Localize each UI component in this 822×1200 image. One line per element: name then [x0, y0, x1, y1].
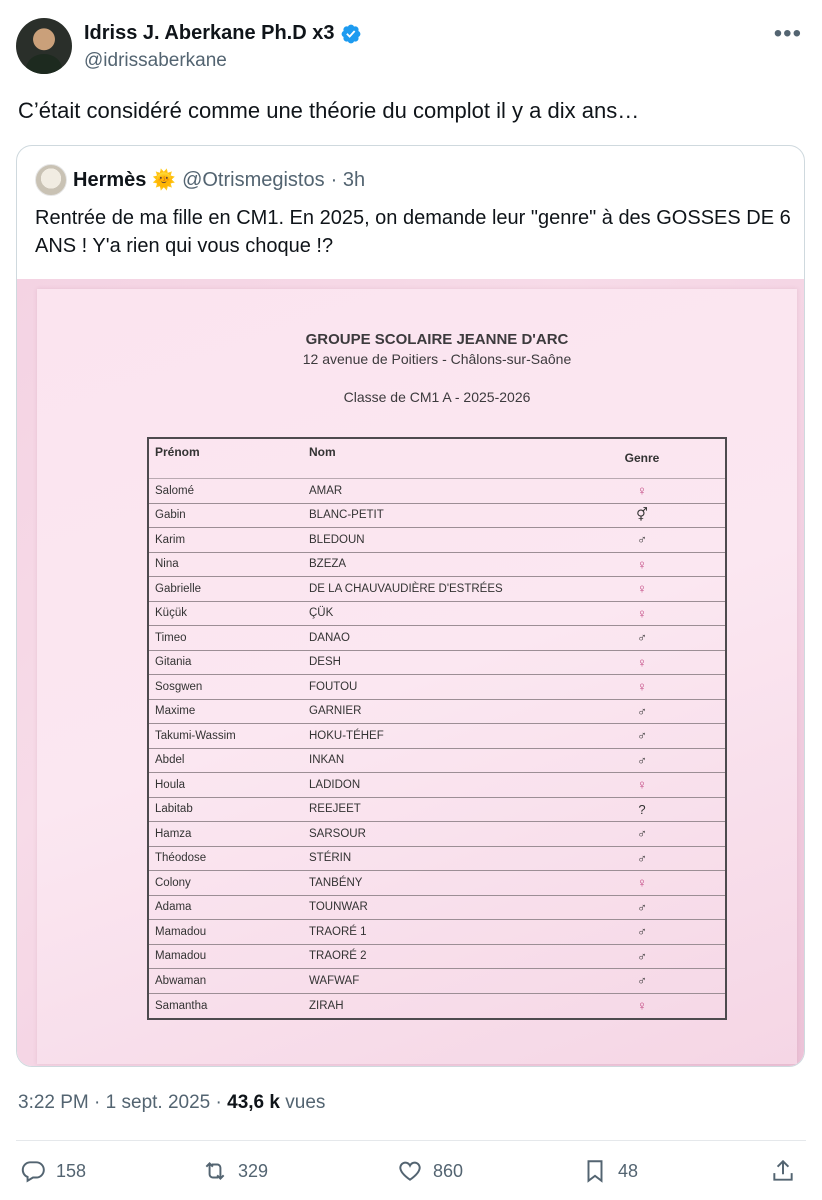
table-row: [149, 553, 725, 578]
retweet-icon: [202, 1158, 228, 1184]
cell-genre: ♂: [637, 752, 647, 768]
tweet-text: C’était considéré comme une théorie du complot il y a dix ans…: [18, 98, 640, 123]
author-handle[interactable]: @idrissaberkane: [84, 50, 227, 71]
share-icon: [770, 1158, 796, 1184]
table-row: [149, 602, 725, 627]
quoted-text: Rentrée de ma fille en CM1. En 2025, on demande leur "genre" à des GOSSES DE 6 ANS ! Y'a rien qui vous choque !?: [35, 207, 791, 257]
cell-nom: TOUNWAR: [309, 901, 368, 914]
column-header-genre: Genre: [624, 451, 660, 465]
table-row: [149, 896, 725, 921]
cell-nom: LADIDON: [309, 778, 361, 791]
quoted-handle: @Otrismegistos: [182, 168, 325, 191]
cell-nom: FOUTOU: [309, 680, 358, 693]
table-row: [149, 969, 725, 994]
roster-table: [147, 437, 727, 1020]
author-name-line: [84, 22, 362, 45]
views-label: vues: [285, 1092, 326, 1113]
reply-count: 158: [56, 1160, 87, 1181]
cell-genre: ♀: [637, 875, 647, 891]
cell-nom: WAFWAF: [309, 974, 360, 987]
table-row: [149, 773, 725, 798]
cell-genre: ♂: [637, 826, 647, 842]
cell-prenom: Timeo: [155, 631, 187, 644]
cell-genre: ♀: [637, 483, 647, 499]
table-row: [149, 504, 725, 529]
quoted-avatar: [35, 164, 67, 196]
table-row: [149, 700, 725, 725]
cell-genre: ♀: [637, 679, 647, 695]
cell-prenom: Salomé: [155, 484, 194, 497]
column-header-nom: Nom: [309, 445, 336, 459]
document-address: 12 avenue de Poitiers - Châlons-sur-Saône: [302, 351, 572, 367]
cell-nom: BZEZA: [309, 558, 347, 571]
table-row: [149, 577, 725, 602]
table-row: [149, 871, 725, 896]
cell-nom: BLANC-PETIT: [309, 509, 384, 522]
document-title: GROUPE SCOLAIRE JEANNE D'ARC: [305, 331, 569, 348]
retweet-count: 329: [238, 1160, 269, 1181]
cell-prenom: Küçük: [155, 607, 187, 620]
cell-genre: ♀: [637, 654, 647, 670]
retweet-button[interactable]: [202, 1158, 268, 1184]
cell-nom: INKAN: [309, 754, 345, 767]
class-list-document: [37, 289, 797, 1064]
tweet-meta: [18, 1092, 325, 1114]
table-row: [149, 749, 725, 774]
cell-nom: REEJEET: [309, 803, 361, 816]
table-row: [149, 920, 725, 945]
like-button[interactable]: [397, 1158, 463, 1184]
cell-nom: DANAO: [309, 631, 350, 644]
cell-genre: ♂: [637, 630, 647, 646]
quoted-header: [35, 164, 365, 196]
cell-genre: ♂: [637, 532, 647, 548]
cell-genre: ♂: [637, 899, 647, 915]
cell-genre: ♂: [637, 703, 647, 719]
cell-prenom: Gabrielle: [155, 582, 202, 595]
cell-prenom: Adama: [155, 901, 192, 914]
cell-prenom: Théodose: [155, 852, 207, 865]
verified-badge-icon: [340, 23, 362, 45]
table-row: [149, 675, 725, 700]
attached-photo[interactable]: [17, 279, 805, 1067]
meta-separator: ·: [94, 1092, 106, 1113]
cell-genre: ♂: [637, 924, 647, 940]
cell-prenom: Karim: [155, 533, 186, 546]
tweet-time[interactable]: 3:22 PM: [18, 1092, 89, 1113]
cell-prenom: Labitab: [155, 803, 193, 816]
cell-genre: ♀: [637, 581, 647, 597]
cell-nom: ZIRAH: [309, 999, 344, 1012]
meta-separator: ·: [215, 1092, 228, 1113]
quoted-name: Hermès: [73, 168, 147, 191]
more-icon[interactable]: •••: [773, 20, 802, 47]
table-row: [149, 479, 725, 504]
reply-icon: [20, 1158, 46, 1184]
cell-prenom: Hamza: [155, 827, 192, 840]
bookmark-icon: [582, 1158, 608, 1184]
cell-prenom: Nina: [155, 558, 179, 571]
cell-genre: ?: [638, 801, 646, 817]
cell-genre: ♂: [637, 728, 647, 744]
cell-genre: ♀: [637, 777, 647, 793]
views-count: 43,6 k: [227, 1092, 280, 1113]
cell-prenom: Gabin: [155, 509, 186, 522]
cell-prenom: Maxime: [155, 705, 196, 718]
cell-prenom: Gitania: [155, 656, 192, 669]
cell-genre: ⚥: [636, 507, 648, 523]
cell-nom: AMAR: [309, 484, 343, 497]
roster-header: [149, 439, 725, 479]
action-bar: [20, 1158, 800, 1192]
bookmark-count: 48: [618, 1160, 639, 1181]
author-display-name[interactable]: Idriss J. Aberkane Ph.D x3: [84, 22, 335, 44]
document-class: Classe de CM1 A - 2025-2026: [343, 389, 531, 405]
cell-prenom: Colony: [155, 876, 191, 889]
cell-prenom: Takumi-Wassim: [155, 729, 236, 742]
cell-nom: STÉRIN: [309, 852, 352, 865]
cell-genre: ♂: [637, 973, 647, 989]
cell-genre: ♀: [637, 556, 647, 572]
table-row: [149, 724, 725, 749]
divider: [16, 1140, 806, 1141]
cell-nom: BLEDOUN: [309, 533, 365, 546]
cell-prenom: Sosgwen: [155, 680, 203, 693]
cell-genre: ♂: [637, 948, 647, 964]
cell-prenom: Houla: [155, 778, 186, 791]
like-icon: [397, 1158, 423, 1184]
table-row: [149, 626, 725, 651]
cell-genre: ♂: [637, 850, 647, 866]
like-count: 860: [433, 1160, 464, 1181]
cell-nom: DESH: [309, 656, 341, 669]
table-row: [149, 994, 725, 1019]
cell-nom: TRAORÉ 1: [309, 925, 367, 938]
cell-nom: TRAORÉ 2: [309, 950, 367, 963]
tweet-date[interactable]: 1 sept. 2025: [105, 1092, 211, 1113]
quoted-tweet[interactable]: [16, 145, 805, 1067]
table-row: [149, 798, 725, 823]
table-row: [149, 822, 725, 847]
cell-nom: GARNIER: [309, 705, 362, 718]
share-button[interactable]: [770, 1158, 796, 1184]
tweet-header: [16, 18, 806, 78]
cell-genre: ♀: [637, 998, 647, 1014]
quoted-time: · 3h: [330, 168, 366, 191]
cell-prenom: Abdel: [155, 754, 185, 767]
cell-genre: ♀: [637, 605, 647, 621]
roster-body: [149, 479, 725, 1018]
bookmark-button[interactable]: [582, 1158, 638, 1184]
cell-nom: ÇÜK: [309, 607, 334, 620]
cell-nom: HOKU-TÉHEF: [309, 729, 384, 742]
cell-prenom: Samantha: [155, 999, 208, 1012]
cell-prenom: Mamadou: [155, 925, 207, 938]
table-row: [149, 528, 725, 553]
cell-nom: SARSOUR: [309, 827, 366, 840]
sun-emoji-icon: 🌞: [152, 170, 177, 191]
column-header-prenom: Prénom: [155, 445, 200, 459]
cell-nom: DE LA CHAUVAUDIÈRE D'ESTRÉES: [309, 582, 503, 595]
cell-prenom: Mamadou: [155, 950, 207, 963]
reply-button[interactable]: [20, 1158, 86, 1184]
table-row: [149, 945, 725, 970]
cell-nom: TANBÉNY: [309, 876, 363, 889]
author-avatar[interactable]: [16, 18, 72, 74]
cell-prenom: Abwaman: [155, 974, 207, 987]
table-row: [149, 847, 725, 872]
table-row: [149, 651, 725, 676]
